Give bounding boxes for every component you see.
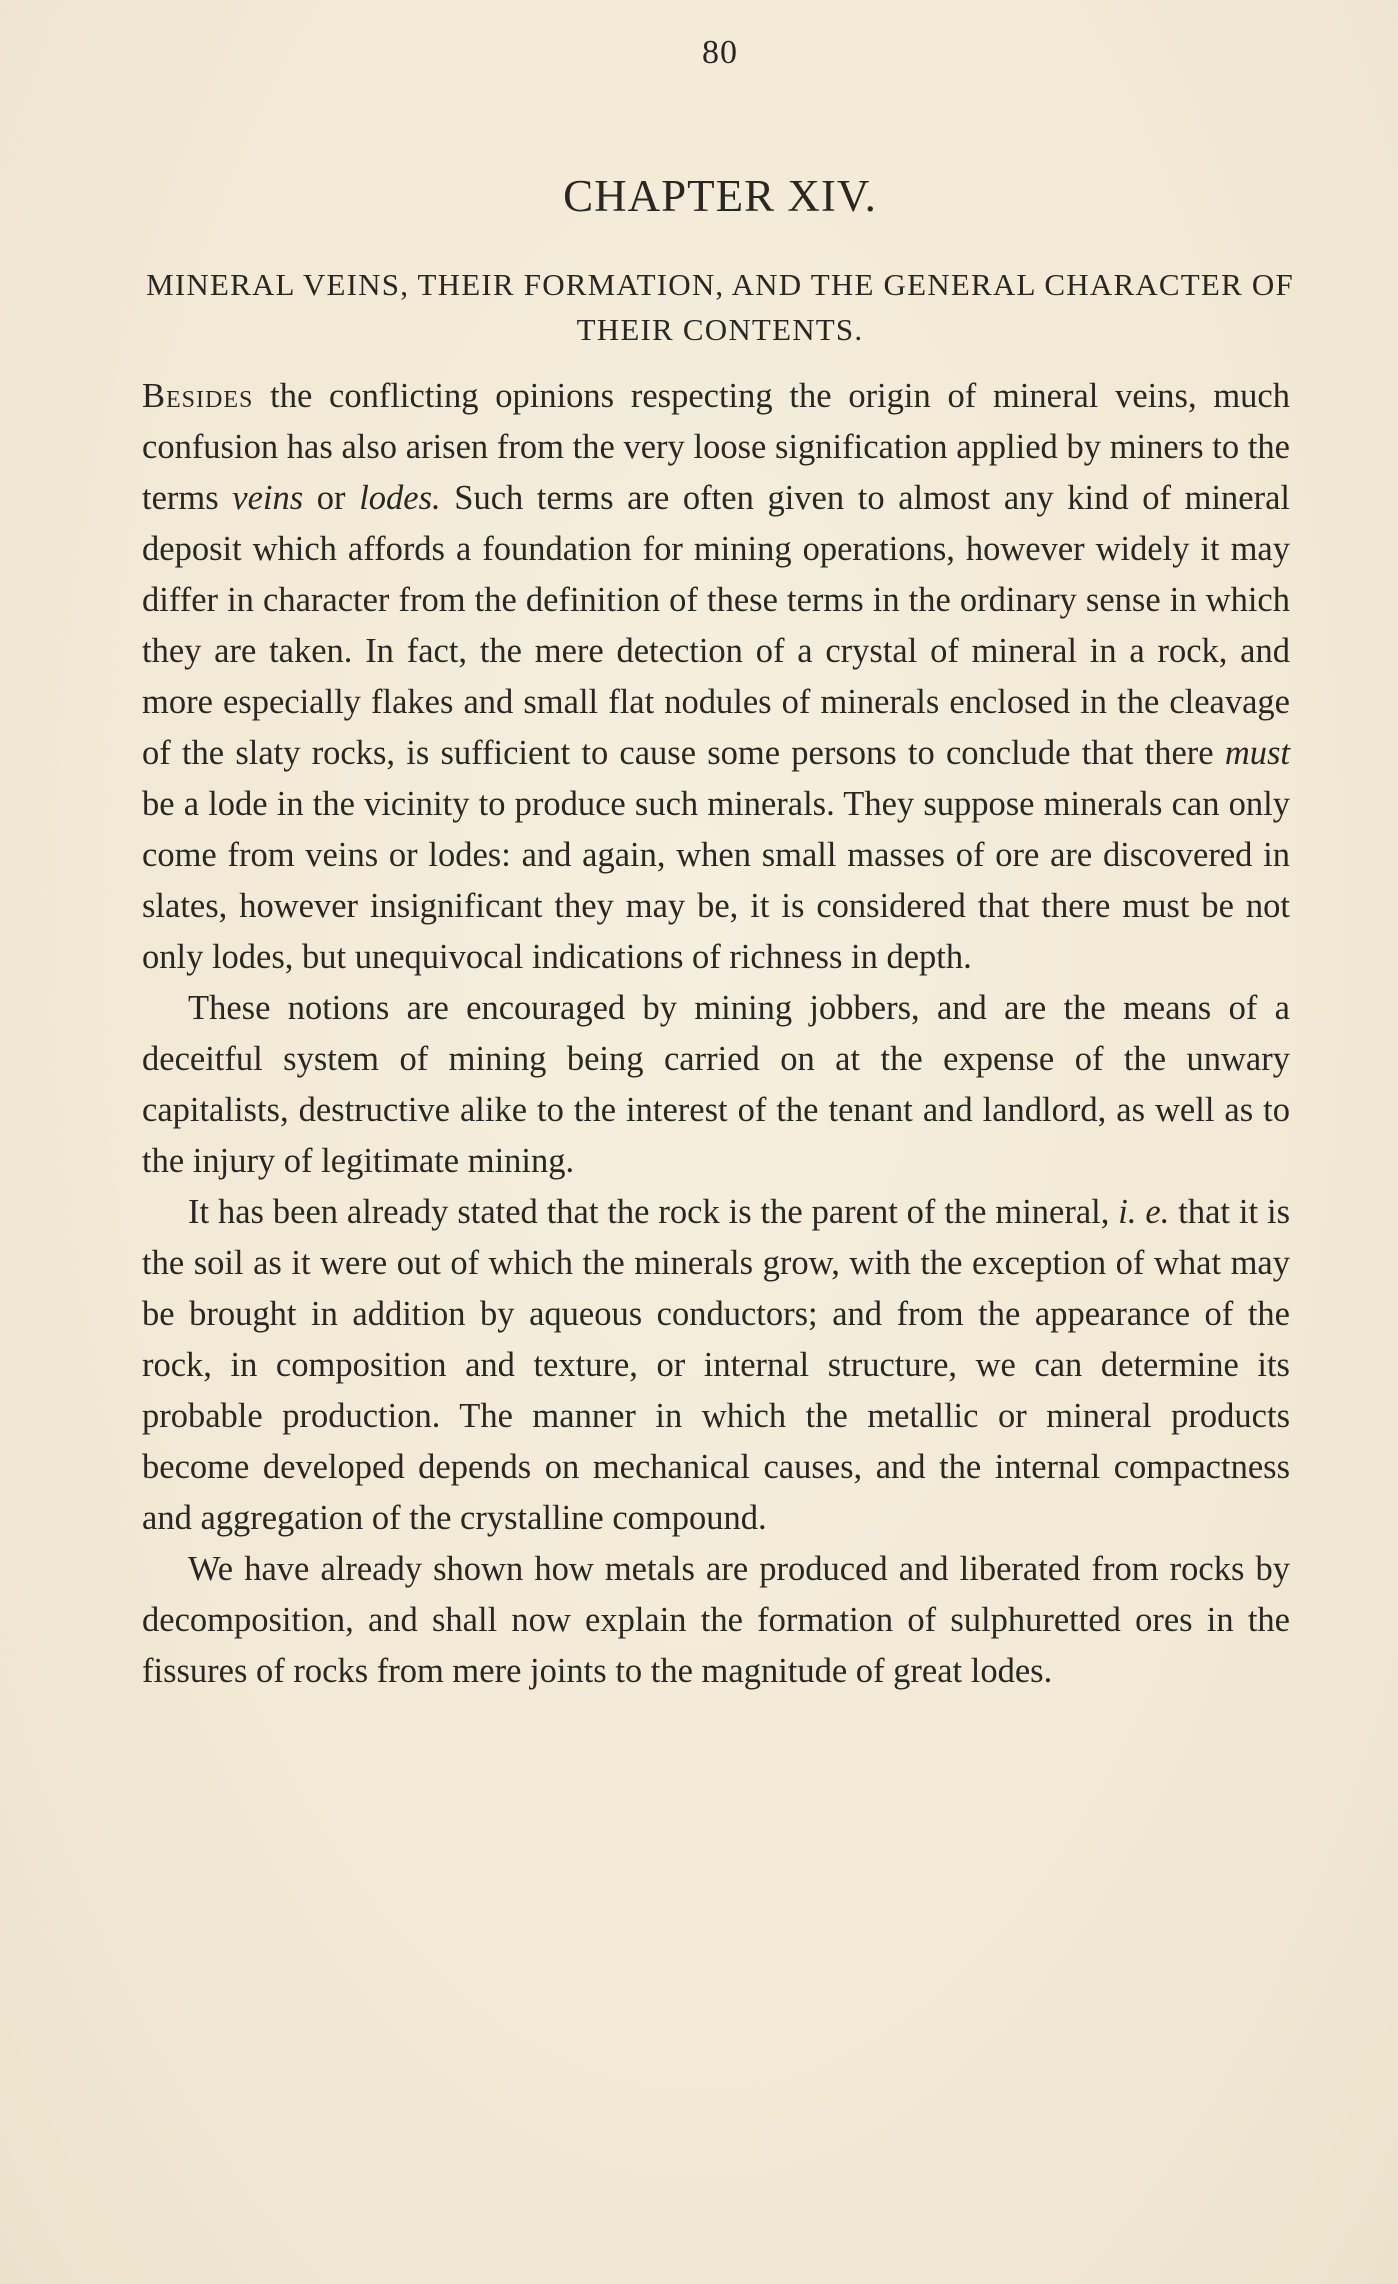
paragraph — [142, 1187, 1290, 1544]
paragraph-text: Such terms are often given to almost any kind of mineral deposit which affords a foundation for mining operations, however widely it may differ in character from the definition of these terms in the ordinary sense in which they are taken. In fact, the mere detection of a crystal of mineral in a rock, and more especially flakes and small flat nodules of minerals enclosed in the cleavage of the slaty rocks, is sufficient to cause some persons to conclude that there — [142, 479, 1290, 772]
paragraph — [142, 983, 1290, 1187]
paragraph-text: These notions are encouraged by mining jobbers, and are the means of a deceitful system of mining being carried on at the expense of the unwary capitalists, destructive alike to the interest of the tenant and landlord, as well as to the injury of legitimate mining. — [142, 989, 1290, 1180]
chapter-body — [142, 371, 1290, 1697]
italic-term: veins — [232, 479, 304, 517]
paragraph-text: or — [303, 479, 360, 517]
italic-term: i. e. — [1118, 1193, 1170, 1231]
italic-term: lodes. — [359, 479, 441, 517]
paragraph-lead-word: Besides — [142, 377, 254, 415]
paragraph-text: It has been already stated that the rock is the parent of the mineral, — [188, 1193, 1119, 1231]
chapter-title: CHAPTER XIV. — [563, 171, 877, 221]
paragraph-text: the conflicting opinions respecting the origin of mineral veins, much confusion has also arisen from the very loose signification applied by miners to the terms — [142, 377, 1290, 517]
paragraph-text: be a lode in the vicinity to produce such minerals. They suppose minerals can only come from veins or lodes: and again, when small masses of ore are discovered in slates, however insignificant they may be, it is considered that there must be not only lodes, but unequivocal indications of richness in depth. — [142, 785, 1290, 976]
chapter-subtitle: MINERAL VEINS, THEIR FORMATION, AND THE GENERAL CHARACTER OF THEIR CONTENTS. — [146, 267, 1294, 347]
paragraph — [142, 1544, 1290, 1697]
paragraph-text: that it is the soil as it were out of which the minerals grow, with the exception of what may be brought in addition by aqueous conductors; and from the appearance of the rock, in composition and texture, or internal structure, we can determine its probable production. The manner in which the metallic or mineral products become developed depends on mechanical causes, and the internal compactness and aggregation of the crystalline compound. — [142, 1193, 1290, 1537]
page-number: 80 — [702, 34, 738, 71]
italic-term: must — [1224, 734, 1290, 772]
paragraph-text: We have already shown how metals are produced and liberated from rocks by decomposition, and shall now explain the formation of sulphuretted ores in the fissures of rocks from mere joints to the magnitude of great lodes. — [142, 1550, 1290, 1690]
paragraph — [142, 371, 1290, 983]
